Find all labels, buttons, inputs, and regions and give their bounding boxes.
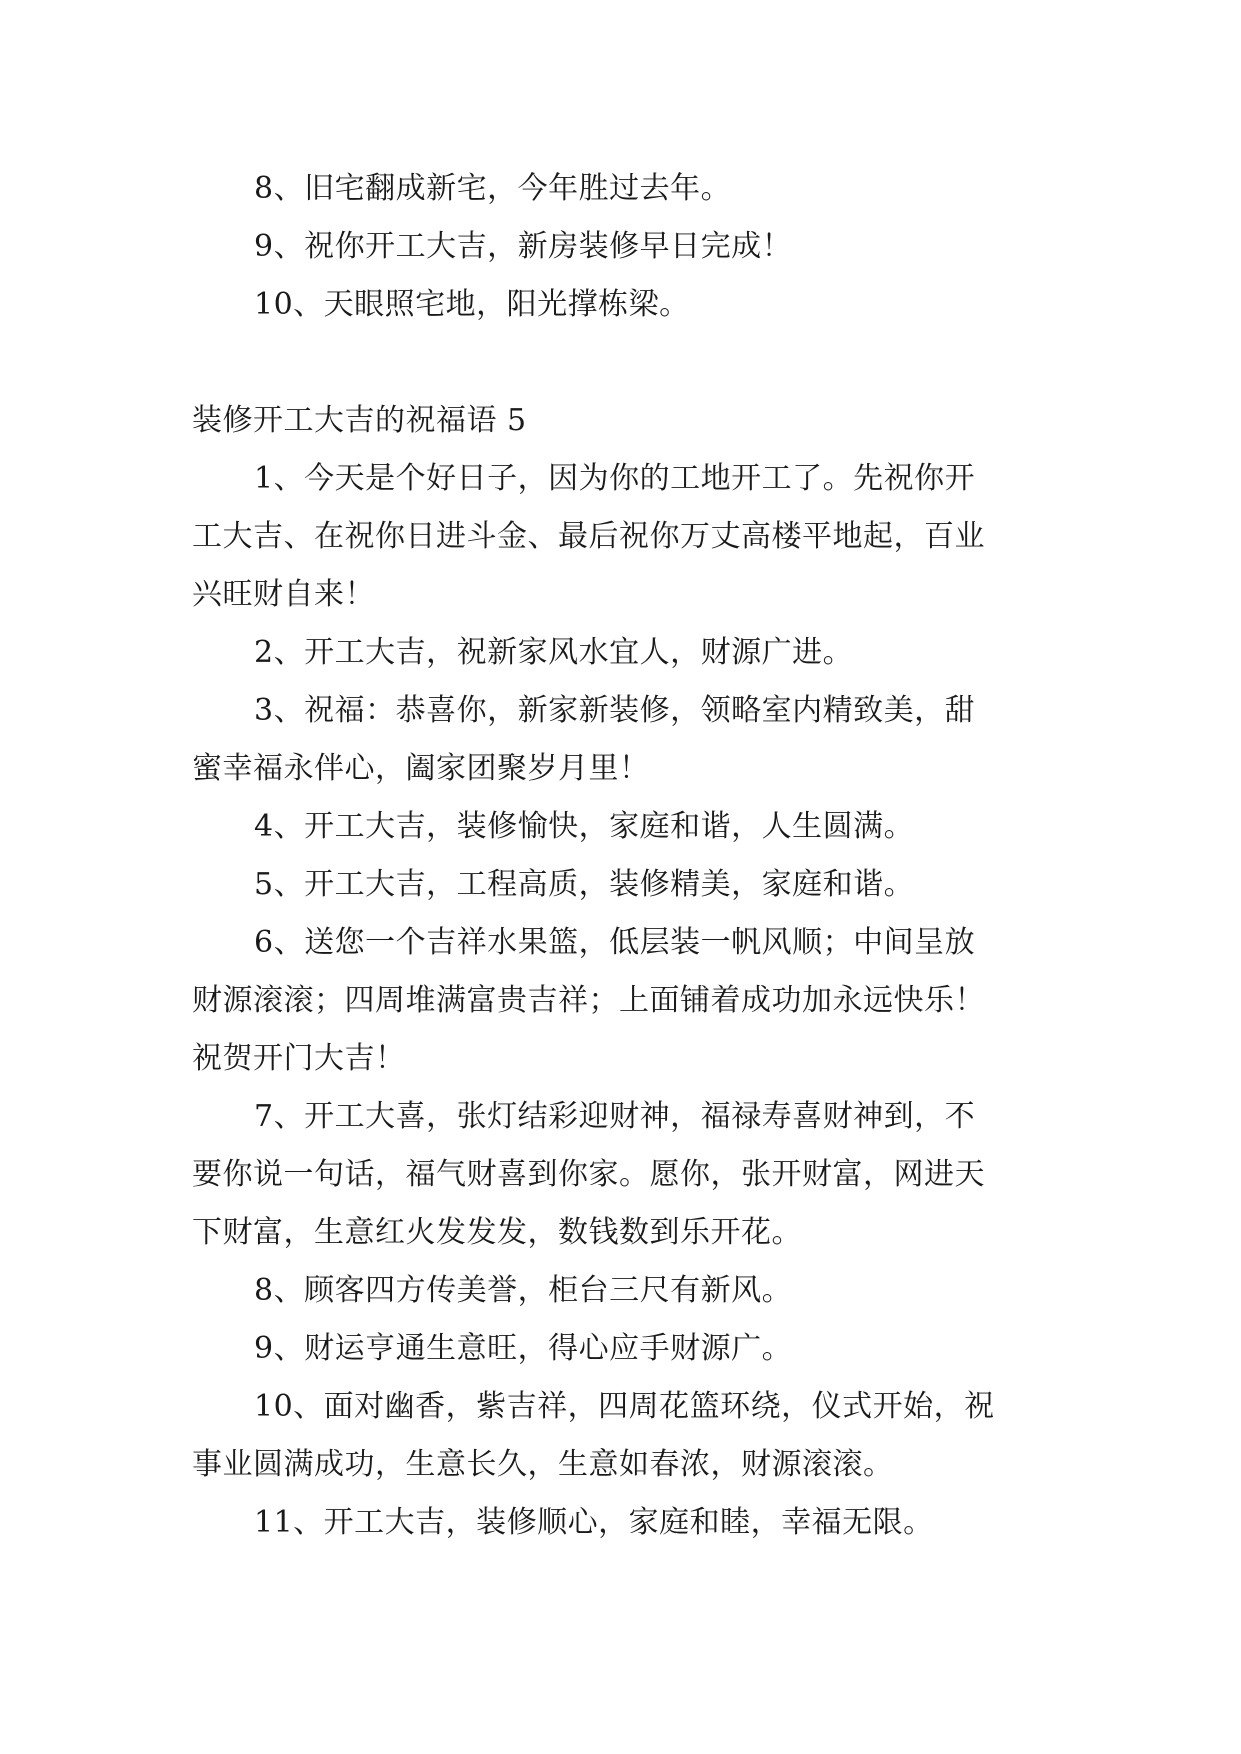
paragraph-line: 9、财运亨通生意旺，得心应手财源广。: [254, 1331, 793, 1366]
blessing-list: [192, 450, 1052, 1552]
paragraph-line: 11、开工大吉，装修顺心，家庭和睦，幸福无限。: [254, 1505, 934, 1540]
paragraph-line: 1、今天是个好日子，因为你的工地开工了。先祝你开: [254, 461, 976, 496]
paragraph-7: [192, 1088, 1052, 1262]
list-item: 10、天眼照宅地，阳光撑栋梁。: [254, 287, 690, 322]
paragraph-4: [192, 798, 1052, 856]
paragraph-line: 兴旺财自来！: [192, 577, 375, 612]
paragraph-9: [192, 1320, 1052, 1378]
paragraph-line: 8、顾客四方传美誉，柜台三尺有新风。: [254, 1273, 793, 1308]
paragraph-10: [192, 1378, 1052, 1494]
paragraph-3: [192, 682, 1052, 798]
paragraph-line: 7、开工大喜，张灯结彩迎财神，福禄寿喜财神到，不: [254, 1099, 976, 1134]
paragraph-1: [192, 450, 1052, 624]
paragraph-line: 10、面对幽香，紫吉祥，四周花篮环绕，仪式开始，祝: [254, 1389, 995, 1424]
paragraph-line: 5、开工大吉，工程高质，装修精美，家庭和谐。: [254, 867, 915, 902]
paragraph-line: 3、祝福：恭喜你，新家新装修，领略室内精致美，甜: [254, 693, 976, 728]
paragraph-line: 6、送您一个吉祥水果篮，低层装一帆风顺；中间呈放: [254, 925, 976, 960]
paragraph-11: [192, 1494, 1052, 1552]
paragraph-2: [192, 624, 1052, 682]
paragraph-6: [192, 914, 1052, 1088]
paragraph-line: 要你说一句话，福气财喜到你家。愿你，张开财富，网进天: [192, 1157, 985, 1192]
paragraph-line: 祝贺开门大吉！: [192, 1041, 406, 1076]
paragraph-line: 4、开工大吉，装修愉快，家庭和谐，人生圆满。: [254, 809, 915, 844]
paragraph-line: 事业圆满成功，生意长久，生意如春浓，财源滚滚。: [192, 1447, 894, 1482]
list-item: 9、祝你开工大吉，新房装修早日完成！: [254, 229, 793, 264]
list-item: 8、旧宅翻成新宅，今年胜过去年。: [254, 171, 732, 206]
paragraph-line: 工大吉、在祝你日进斗金、最后祝你万丈高楼平地起，百业: [192, 519, 985, 554]
section-title: 装修开工大吉的祝福语 5: [192, 403, 527, 438]
section-spacer: [192, 334, 1052, 392]
paragraph-5: [192, 856, 1052, 914]
paragraph-line: 财源滚滚；四周堆满富贵吉祥；上面铺着成功加永远快乐！: [192, 983, 985, 1018]
paragraph-line: 蜜幸福永伴心，阖家团聚岁月里！: [192, 751, 650, 786]
paragraph-line: 2、开工大吉，祝新家风水宜人，财源广进。: [254, 635, 854, 670]
text-column: [192, 160, 1052, 1552]
paragraph-8: [192, 1262, 1052, 1320]
paragraph-line: 下财富，生意红火发发发，数钱数到乐开花。: [192, 1215, 802, 1250]
top-list: [192, 160, 1052, 334]
